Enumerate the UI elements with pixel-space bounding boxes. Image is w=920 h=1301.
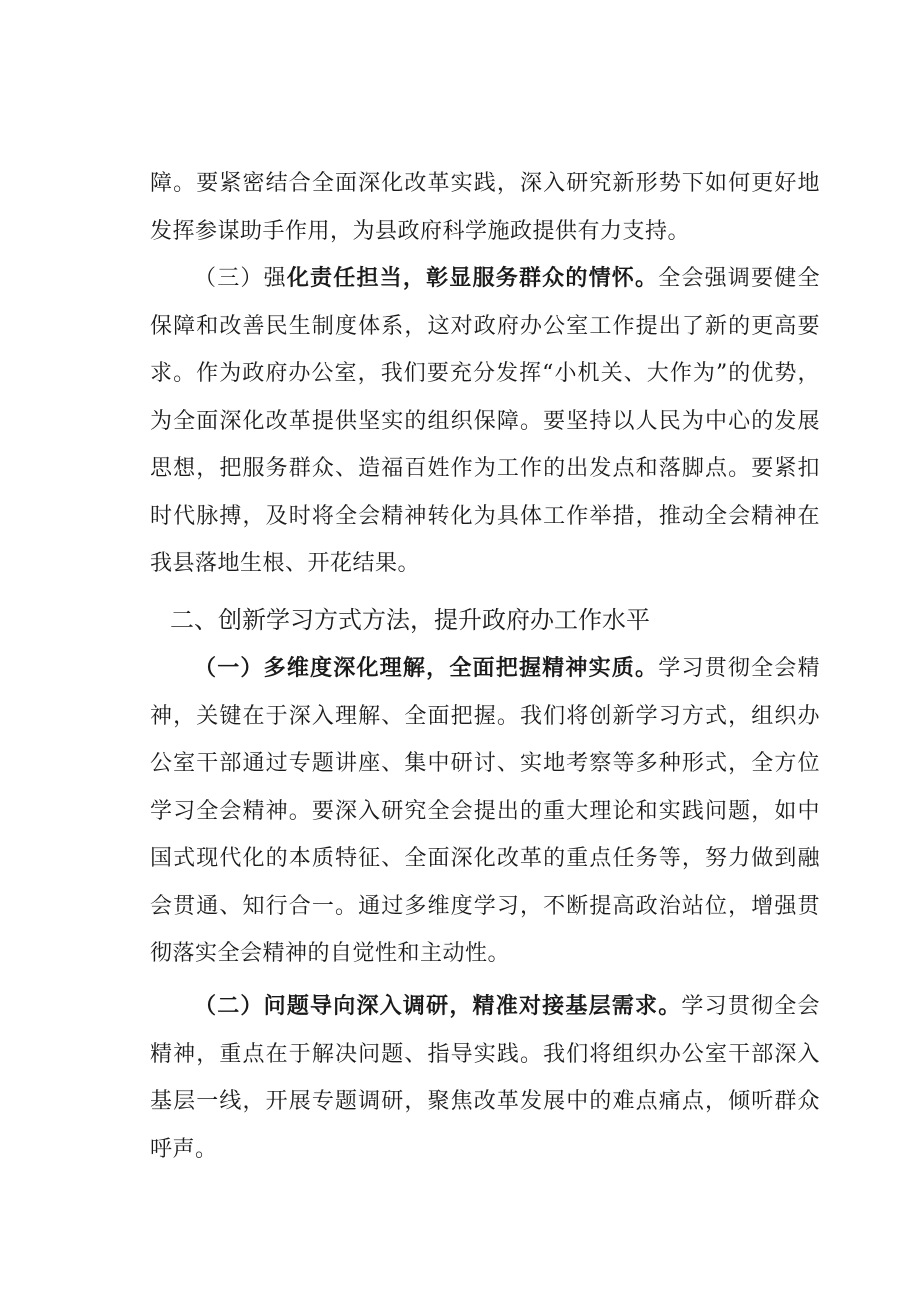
section-heading: 二、创新学习方式方法，提升政府办工作水平 bbox=[170, 606, 650, 634]
paragraph-lead: （二）问题导向深入调研，精准对接基层需求。 bbox=[194, 993, 682, 1019]
paragraph-text: 学习贯彻全会精神，重点在于解决问题、指导实践。我们将组织办公室干部深入基层一线，开展专题调研，聚焦改革发展中的难点痛点，倾听群众呼声。 bbox=[150, 994, 820, 1162]
paragraph-prefix: （三）强 bbox=[194, 266, 287, 291]
paragraph-continuation bbox=[150, 160, 820, 255]
section-paragraph-one bbox=[150, 645, 820, 978]
paragraph-text: 全会强调要健全保障和改善民生制度体系，这对政府办公室工作提出了新的更高要求。作为政府办公室，我们要充分发挥“小机关、大作为”的优势，为全面深化改革提供坚实的组织保障。要坚持以人民为中心的发展思想，把服务群众、造福百姓作为工作的出发点和落脚点。要紧扣时代脉搏，及时将全会精神转化为具体工作举措，推动全会精神在我县落地生根、开花结果。 bbox=[150, 266, 820, 576]
paragraph-text: 学习贯彻全会精神，关键在于深入理解、全面把握。我们将创新学习方式，组织办公室干部通过专题讲座、集中研讨、实地考察等多种形式，全方位学习全会精神。要深入研究全会提出的重大理论和实践问题，如中国式现代化的本质特征、全面深化改革的重点任务等，努力做到融会贯通、知行合一。通过多维度学习，不断提高政治站位，增强贯彻落实全会精神的自觉性和主动性。 bbox=[150, 656, 820, 966]
section-paragraph-two bbox=[150, 983, 820, 1173]
paragraph-three bbox=[150, 255, 820, 588]
paragraph-lead: （一）多维度深化理解，全面把握精神实质。 bbox=[194, 655, 659, 681]
paragraph-text: 障。要紧密结合全面深化改革实践，深入研究新形势下如何更好地发挥参谋助手作用，为县政府科学施政提供有力支持。 bbox=[150, 171, 820, 244]
paragraph-lead: 化责任担当，彰显服务群众的情怀。 bbox=[286, 265, 659, 291]
